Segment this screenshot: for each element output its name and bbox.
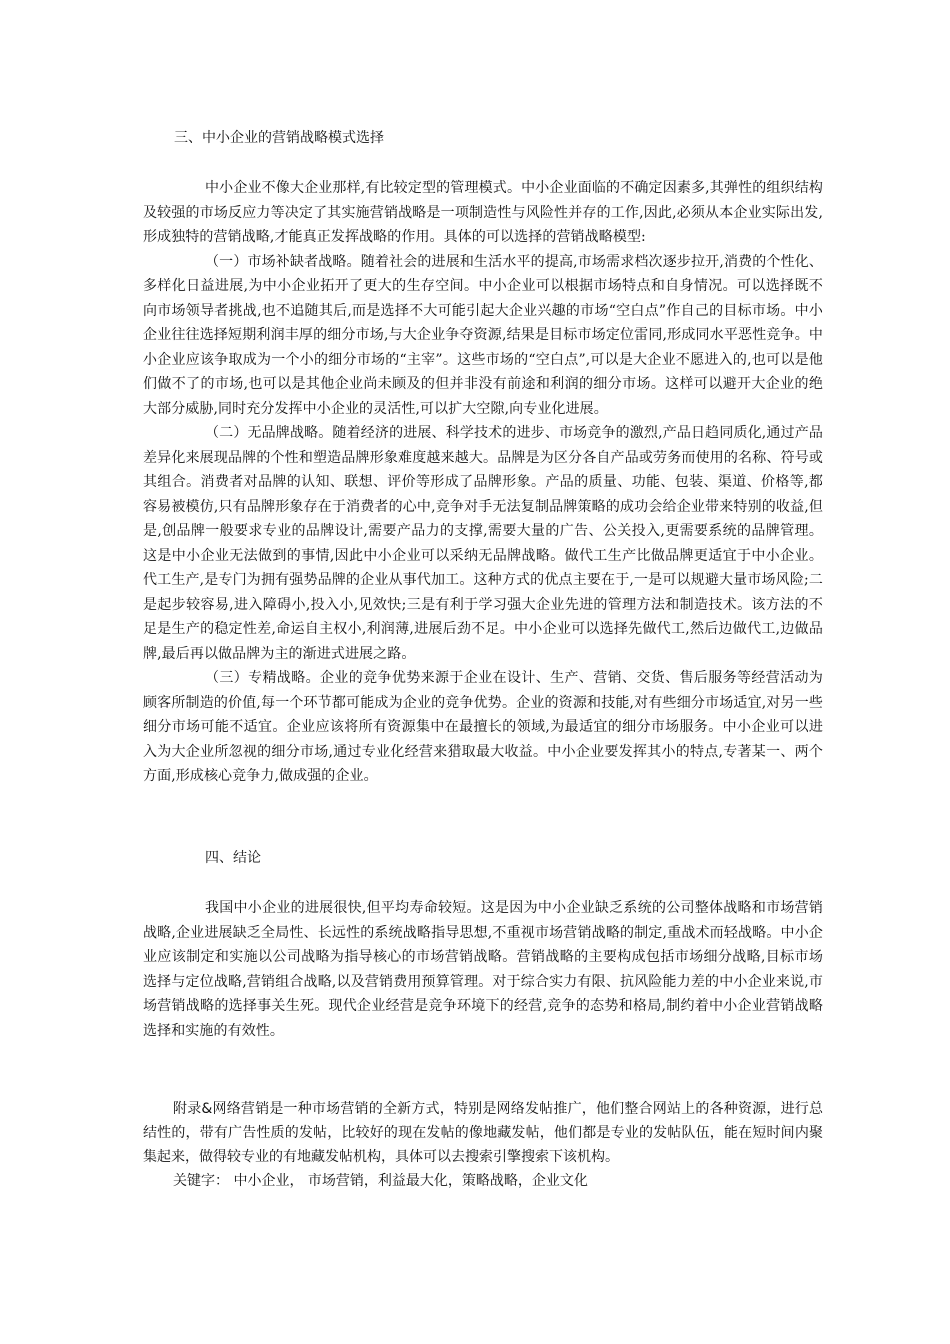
section4-heading: 四、结论 xyxy=(205,850,261,866)
section3-item2-paragraph: （二）无品牌战略。随着经济的进展、科学技术的进步、市场竞争的激烈,产品日趋同质化,通过产品差异化来展现品牌的个性和塑造品牌形象难度越来越大。品牌是为区分各自产品或劳务而使用的名称、符号或其组合。消费者对品牌的认知、联想、评价等形成了品牌形象。产品的质量、功能、包装、渠道、价格等,都容易被模仿,只有品牌形象存在于消费者的心中,竞争对手无法复制品牌策略的成功会给企业带来特别的收益,但是,创品牌一般要求专业的品牌设计,需要产品力的支撑,需要大量的广告、公关投入,更需要系统的品牌管理。这是中小企业无法做到的事情,因此中小企业可以采纳无品牌战略。做代工生产比做品牌更适宜于中小企业。代工生产,是专门为拥有强势品牌的企业从事代加工。这种方式的优点主要在于,一是可以规避大量市场风险;二是起步较容易,进入障碍小,投入小,见效快;三是有利于学习强大企业先进的管理方法和制造技术。该方法的不足是生产的稳定性差,命运自主权小,利润薄,进展后劲不足。中小企业可以选择先做代工,然后边做代工,边做品牌,最后再以做品牌为主的渐进式进展之路。 xyxy=(143,425,823,662)
section3-heading: 三、中小企业的营销战略模式选择 xyxy=(174,130,384,146)
section4-body xyxy=(143,896,823,1043)
section3-body xyxy=(143,176,823,789)
section4-conclusion-paragraph: 我国中小企业的进展很快,但平均寿命较短。这是因为中小企业缺乏系统的公司整体战略和市场营销战略,企业进展缺乏全局性、长远性的系统战略指导思想,不重视市场营销战略的制定,重战术而轻战略。中小企业应该制定和实施以公司战略为指导核心的市场营销战略。营销战略的主要构成包括市场细分战略,目标市场选择与定位战略,营销组合战略,以及营销费用预算管理。对于综合实力有限、抗风险能力差的中小企业来说,市场营销战略的选择事关生死。现代企业经营是竞争环境下的经营,竞争的态势和格局,制约着中小企业营销战略选择和实施的有效性。 xyxy=(143,900,823,1039)
section3-item3-paragraph: （三）专精战略。企业的竞争优势来源于企业在设计、生产、营销、交货、售后服务等经营活动为顾客所制造的价值,每一个环节都可能成为企业的竞争优势。企业的资源和技能,对有些细分市场适宜,对另一些细分市场可能不适宜。企业应该将所有资源集中在最擅长的领域,为最适宜的细分市场服务。中小企业可以进入为大企业所忽视的细分市场,通过专业化经营来猎取最大收益。中小企业要发挥其小的特点,专著某一、两个方面,形成核心竞争力,做成强的企业。 xyxy=(143,670,823,784)
appendix-section xyxy=(143,1097,823,1193)
appendix-paragraph: 附录&网络营销是一种市场营销的全新方式，特别是网络发帖推广，他们整合网站上的各种资源，进行总结性的，带有广告性质的发帖，比较好的现在发帖的像地藏发帖，他们都是专业的发帖队伍，能在短时间内聚集起来，做得较专业的有地藏发帖机构，具体可以去搜索引擎搜索下该机构。 xyxy=(143,1101,823,1165)
section3-item1-paragraph: （一）市场补缺者战略。随着社会的进展和生活水平的提高,市场需求档次逐步拉开,消费的个性化、多样化日益进展,为中小企业拓开了更大的生存空间。中小企业可以根据市场特点和自身情况。可以选择既不向市场领导者挑战,也不追随其后,而是选择不大可能引起大企业兴趣的市场“空白点”作自己的目标市场。中小企业往往选择短期利润丰厚的细分市场,与大企业争夺资源,结果是目标市场定位雷同,形成同水平恶性竞争。中小企业应该争取成为一个小的细分市场的“主宰”。这些市场的“空白点”,可以是大企业不愿进入的,也可以是他们做不了的市场,也可以是其他企业尚未顾及的但并非没有前途和利润的细分市场。这样可以避开大企业的绝大部分威胁,同时充分发挥中小企业的灵活性,可以扩大空隙,向专业化进展。 xyxy=(143,253,823,417)
keywords-line: 关键字： 中小企业， 市场营销，利益最大化，策略战略，企业文化 xyxy=(173,1173,588,1189)
section3-intro-paragraph: 中小企业不像大企业那样,有比较定型的管理模式。中小企业面临的不确定因素多,其弹性的组织结构及较强的市场反应力等决定了其实施营销战略是一项制造性与风险性并存的工作,因此,必须从本企业实际出发,形成独特的营销战略,才能真正发挥战略的作用。具体的可以选择的营销战略模型: xyxy=(143,180,823,245)
